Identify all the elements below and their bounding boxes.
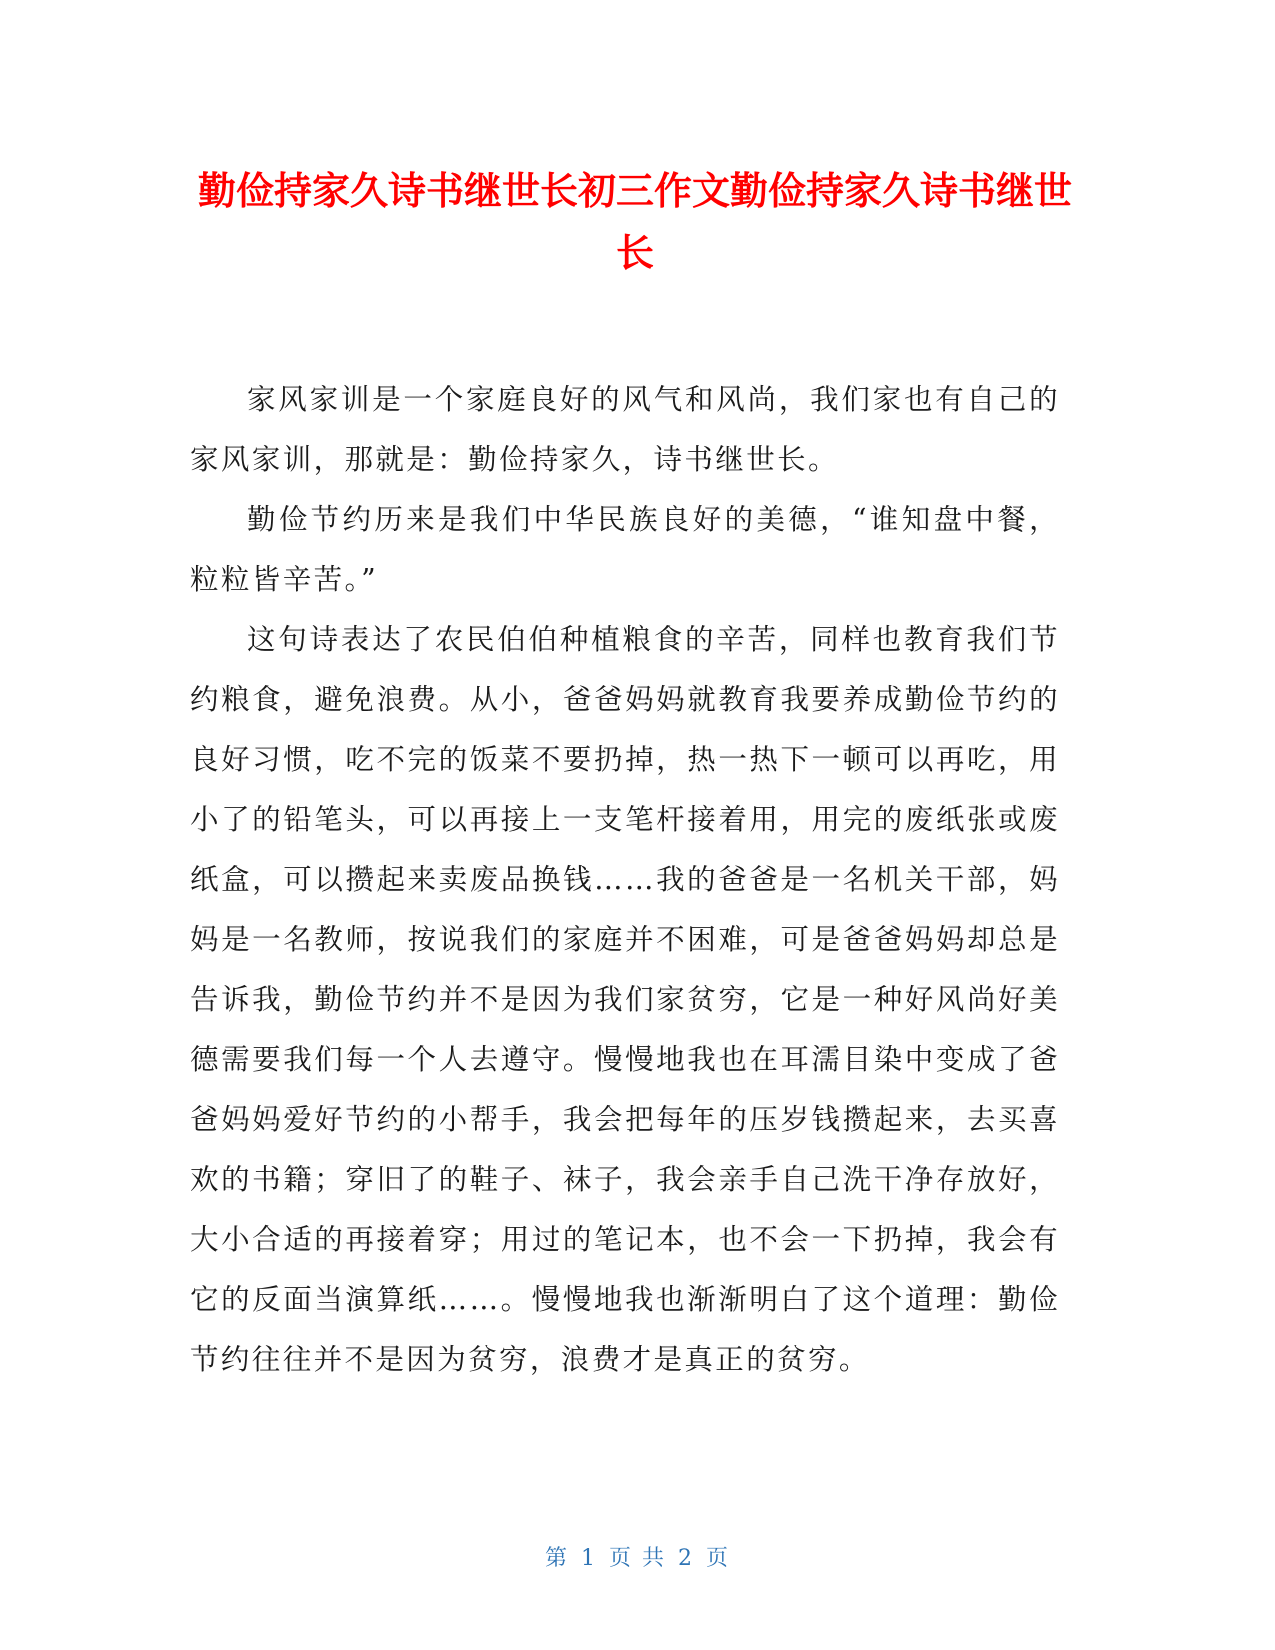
footer-prefix: 第 — [544, 1546, 569, 1571]
document-body — [190, 370, 1060, 1390]
footer-middle: 页 共 — [609, 1546, 666, 1571]
footer-suffix: 页 — [706, 1546, 731, 1571]
paragraph-2: 勤俭节约历来是我们中华民族良好的美德，“谁知盘中餐，粒粒皆辛苦。” — [190, 503, 1060, 596]
page-title: 勤俭持家久诗书继世长初三作文勤俭持家久诗书继世长 — [197, 169, 1072, 275]
paragraph-1: 家风家训是一个家庭良好的风气和风尚，我们家也有自己的家风家训，那就是：勤俭持家久，诗书继世长。 — [190, 383, 1060, 476]
footer-total-pages: 2 — [678, 1546, 694, 1571]
paragraph-3: 这句诗表达了农民伯伯种植粮食的辛苦，同样也教育我们节约粮食，避免浪费。从小，爸爸妈妈就教育我要养成勤俭节约的良好习惯，吃不完的饭菜不要扔掉，热一热下一顿可以再吃，用小了的铅笔头，可以再接上一支笔杆接着用，用完的废纸张或废纸盒，可以攒起来卖废品换钱……我的爸爸是一名机关干部，妈妈是一名教师，按说我们的家庭并不困难，可是爸爸妈妈却总是告诉我，勤俭节约并不是因为我们家贫穷，它是一种好风尚好美德需要我们每一个人去遵守。慢慢地我也在耳濡目染中变成了爸爸妈妈爱好节约的小帮手，我会把每年的压岁钱攒起来，去买喜欢的书籍；穿旧了的鞋子、袜子，我会亲手自己洗干净存放好，大小合适的再接着穿；用过的笔记本，也不会一下扔掉，我会有它的反面当演算纸……。慢慢地我也渐渐明白了这个道理：勤俭节约往往并不是因为贫穷，浪费才是真正的贫穷。 — [190, 623, 1060, 1376]
footer-current-page: 1 — [581, 1546, 597, 1571]
page-footer — [0, 1541, 1275, 1572]
